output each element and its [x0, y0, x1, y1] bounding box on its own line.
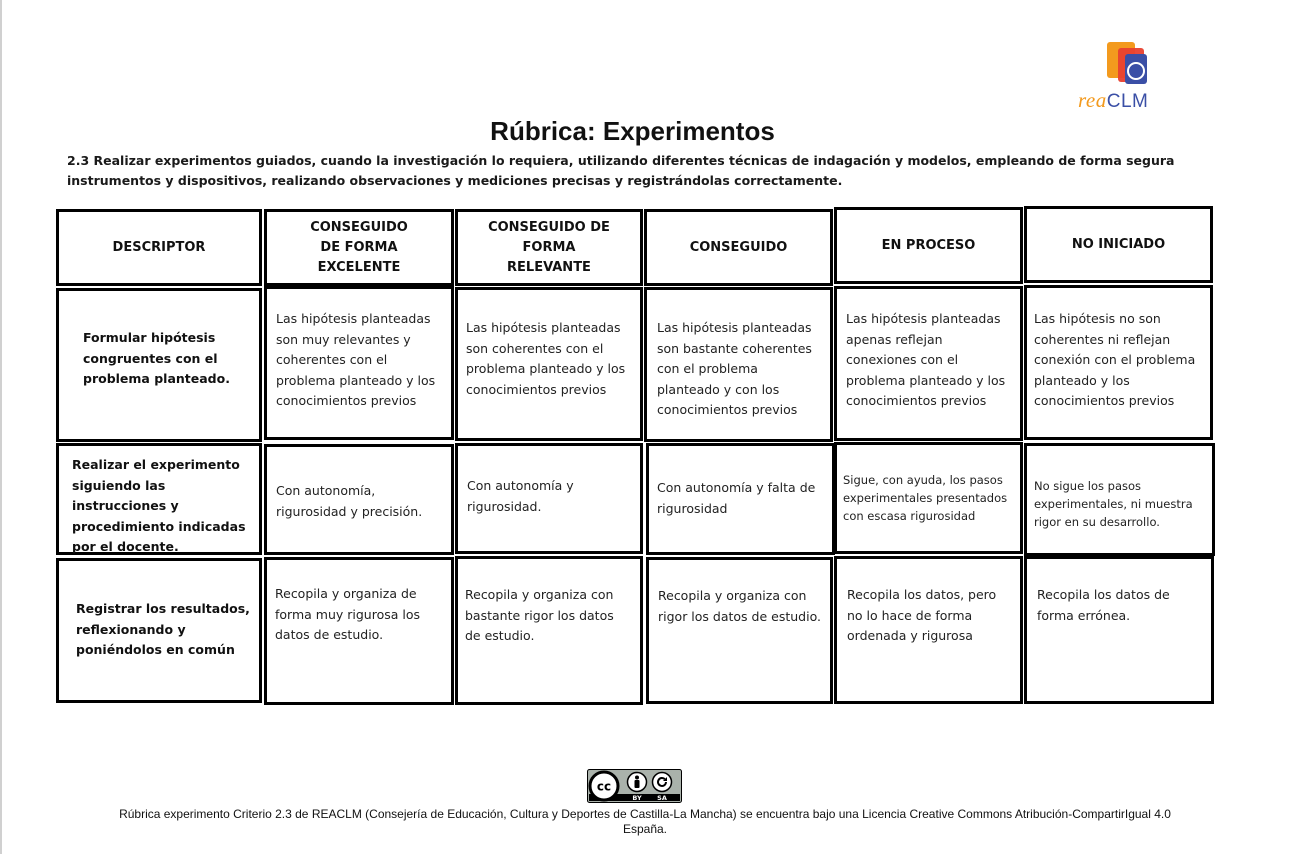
level-text: Con autonomía y falta de rigurosidad — [657, 480, 816, 516]
row1-relevante — [455, 287, 643, 441]
header-descriptor — [56, 209, 262, 286]
row3-en-proceso — [834, 556, 1023, 704]
license-footer: Rúbrica experimento Criterio 2.3 de REACLM (Consejería de Educación, Cultura y Deportes de Castilla-La Mancha) se encuentra bajo una Licencia Creative Commons Atribución-CompartirIgual 4.0 España. — [119, 807, 1171, 836]
level-text: Con autonomía, rigurosidad y precisión. — [276, 483, 423, 519]
row2-no-iniciado — [1024, 443, 1215, 556]
sa-share-icon — [653, 773, 672, 792]
level-text: Recopila y organiza con rigor los datos de estudio. — [658, 588, 821, 624]
level-text: Las hipótesis no son coherentes ni reflejan conexión con el problema planteado y los conocimientos previos — [1034, 311, 1196, 408]
row2-conseguido — [646, 443, 835, 555]
level-text: Recopila los datos de forma errónea. — [1037, 587, 1170, 623]
cc-letters: cc — [596, 779, 612, 794]
row1-conseguido — [644, 287, 833, 442]
logo-text-clm: CLM — [1106, 91, 1149, 112]
header-label: CONSEGUIDO DE FORMA EXCELENTE — [310, 219, 408, 275]
header-label: DESCRIPTOR — [112, 239, 206, 255]
row1-descriptor — [56, 288, 262, 442]
reaclm-logo — [1076, 40, 1176, 112]
row3-no-iniciado — [1024, 556, 1214, 704]
row2-descriptor — [56, 443, 262, 555]
level-text: Sigue, con ayuda, los pasos experimentales presentados con escasa rigurosidad — [843, 473, 1008, 523]
row3-excelente — [264, 557, 454, 705]
row2-excelente — [264, 444, 454, 555]
row1-en-proceso — [834, 286, 1023, 441]
logo-text — [1078, 88, 1148, 113]
level-text: Las hipótesis planteadas son bastante coherentes con el problema planteado y con los conocimientos previos — [657, 320, 812, 417]
descriptor-text: Realizar el experimento siguiendo las instrucciones y procedimiento indicadas por el docente. — [72, 457, 246, 554]
level-text: Recopila y organiza de forma muy rigurosa los datos de estudio. — [275, 586, 421, 642]
level-text: Con autonomía y rigurosidad. — [467, 478, 574, 514]
row3-descriptor — [56, 558, 262, 703]
header-excelente — [264, 209, 454, 286]
row3-relevante — [455, 556, 643, 705]
header-conseguido — [644, 209, 833, 286]
header-label: NO INICIADO — [1071, 236, 1166, 252]
page-title: Rúbrica: Experimentos — [490, 116, 775, 146]
row2-relevante — [455, 443, 643, 554]
criterion-text: 2.3 Realizar experimentos guiados, cuando la investigación lo requiera, utilizando diferentes técnicas de indagación y modelos, empleando de forma segura instrumentos y dispositivos, realizando observaciones y mediciones precisas y registrándolas correctamente. — [67, 153, 1175, 188]
header-relevante — [455, 209, 643, 286]
by-label: BY — [632, 794, 642, 802]
header-label: CONSEGUIDO — [689, 239, 788, 255]
header-no-iniciado — [1024, 206, 1213, 283]
level-text: Recopila los datos, pero no lo hace de forma ordenada y rigurosa — [847, 587, 997, 643]
cc-by-sa-badge[interactable] — [587, 769, 682, 803]
header-label: EN PROCESO — [881, 237, 976, 253]
level-text: Las hipótesis planteadas son muy relevantes y coherentes con el problema planteado y los conocimientos previos — [276, 311, 436, 408]
level-text: Las hipótesis planteadas son coherentes con el problema planteado y los conocimientos previos — [466, 320, 626, 397]
row1-excelente — [264, 286, 454, 440]
header-en-proceso — [834, 207, 1023, 284]
descriptor-text: Registrar los resultados, reflexionando y poniéndolos en común — [76, 601, 250, 657]
header-label: CONSEGUIDO DE FORMA RELEVANTE — [488, 219, 610, 275]
level-text: No sigue los pasos experimentales, ni muestra rigor en su desarrollo. — [1034, 479, 1193, 529]
descriptor-text: Formular hipótesis congruentes con el problema planteado. — [83, 330, 230, 386]
logo-c-icon — [1127, 62, 1145, 80]
row3-conseguido — [646, 557, 833, 704]
sa-label: SA — [657, 794, 667, 802]
logo-text-rea: rea — [1078, 88, 1107, 112]
row1-no-iniciado — [1024, 285, 1213, 440]
level-text: Las hipótesis planteadas apenas reflejan conexiones con el problema planteado y los conocimientos previos — [846, 311, 1006, 408]
row2-en-proceso — [834, 442, 1023, 554]
level-text: Recopila y organiza con bastante rigor los datos de estudio. — [465, 587, 614, 643]
